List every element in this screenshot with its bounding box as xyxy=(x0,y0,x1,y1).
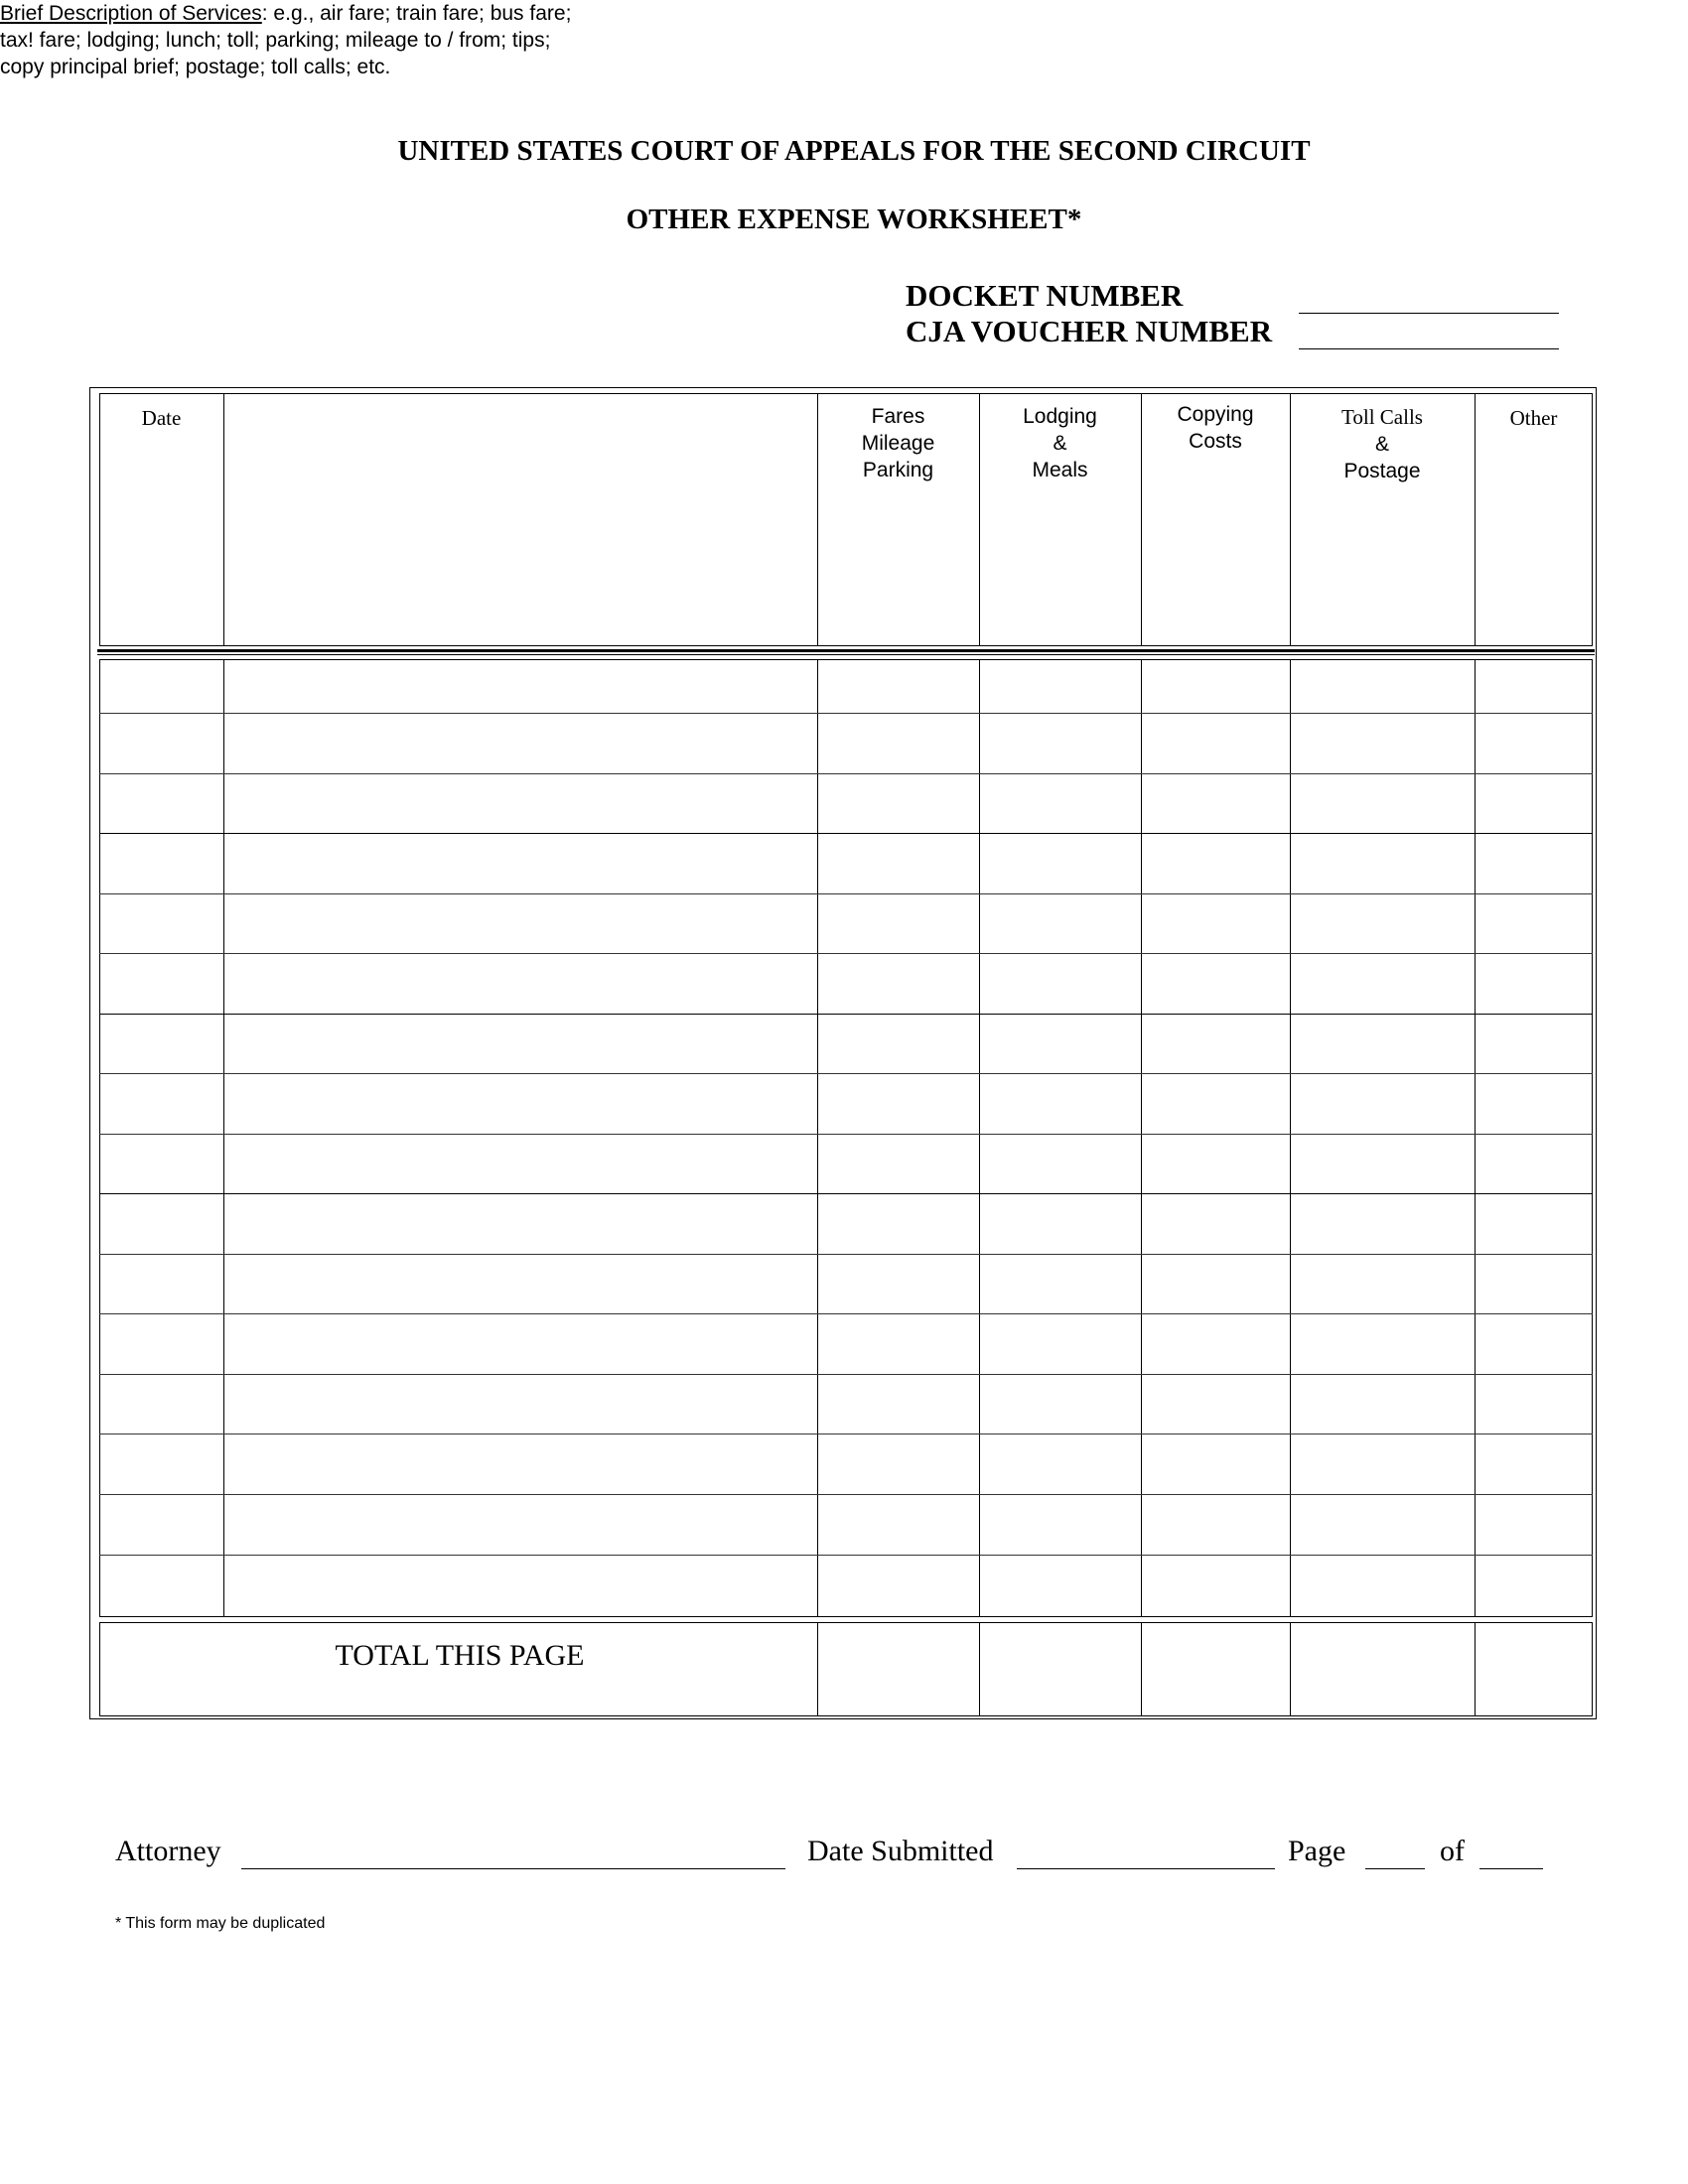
column-header-fares xyxy=(817,403,979,483)
column-divider xyxy=(223,393,224,646)
table-row[interactable] xyxy=(99,1134,1593,1135)
of-label: of xyxy=(1440,1835,1465,1867)
column-divider xyxy=(1141,659,1142,1617)
mileage-line: Mileage xyxy=(861,432,935,455)
ampersand-line: & xyxy=(1053,432,1067,455)
page-number-field[interactable] xyxy=(1365,1868,1425,1869)
description-heading: Brief Description of Services xyxy=(0,2,262,25)
column-header-description xyxy=(0,0,576,80)
column-header-date: Date xyxy=(141,406,182,430)
attorney-field[interactable] xyxy=(241,1868,785,1869)
expense-rows xyxy=(99,659,1593,1617)
column-divider xyxy=(1475,659,1476,1617)
attorney-label: Attorney xyxy=(115,1835,221,1867)
meals-line: Meals xyxy=(1032,459,1088,481)
header-separator xyxy=(97,649,1595,652)
table-row[interactable] xyxy=(99,953,1593,954)
docket-number-label: DOCKET NUMBER xyxy=(906,278,1184,313)
form-title: OTHER EXPENSE WORKSHEET* xyxy=(626,204,1082,235)
column-divider xyxy=(979,1622,980,1716)
table-row[interactable] xyxy=(99,1193,1593,1194)
column-divider xyxy=(1290,1622,1291,1716)
column-divider xyxy=(1141,1622,1142,1716)
table-row[interactable] xyxy=(99,1014,1593,1015)
table-row[interactable] xyxy=(99,1494,1593,1495)
postage-line: Postage xyxy=(1343,460,1421,482)
date-submitted-label: Date Submitted xyxy=(807,1835,994,1867)
costs-line: Costs xyxy=(1189,430,1242,453)
column-header-toll xyxy=(1290,404,1475,484)
copying-line: Copying xyxy=(1177,403,1254,426)
date-submitted-field[interactable] xyxy=(1017,1868,1275,1869)
docket-number-field[interactable] xyxy=(1299,313,1559,314)
fares-line: Fares xyxy=(871,405,925,428)
column-divider xyxy=(1290,659,1291,1617)
table-row[interactable] xyxy=(99,773,1593,774)
table-row[interactable] xyxy=(99,713,1593,714)
header-separator xyxy=(97,654,1595,655)
table-row[interactable] xyxy=(99,1433,1593,1434)
court-title: UNITED STATES COURT OF APPEALS FOR THE SECOND CIRCUIT xyxy=(397,135,1311,167)
table-row[interactable] xyxy=(99,1254,1593,1255)
description-examples: : e.g., air fare; train fare; bus fare; tax! fare; lodging; lunch; toll; parking; mileage to / from; tips; copy principal brief; postage; toll calls; etc. xyxy=(0,2,572,78)
column-header-copying xyxy=(1141,401,1290,455)
column-header-other: Other xyxy=(1509,406,1558,430)
toll-calls-line: Toll Calls xyxy=(1341,405,1423,429)
table-row[interactable] xyxy=(99,1313,1593,1314)
lodging-line: Lodging xyxy=(1023,405,1097,428)
column-divider xyxy=(817,659,818,1617)
table-row[interactable] xyxy=(99,833,1593,834)
total-this-page-label: TOTAL THIS PAGE xyxy=(335,1639,585,1672)
ampersand-line: & xyxy=(1374,433,1389,456)
voucher-number-label: CJA VOUCHER NUMBER xyxy=(906,314,1273,348)
column-header-lodging xyxy=(979,403,1141,483)
table-row[interactable] xyxy=(99,1555,1593,1556)
column-divider xyxy=(223,659,224,1617)
parking-line: Parking xyxy=(862,459,934,481)
table-row[interactable] xyxy=(99,1374,1593,1375)
column-divider xyxy=(979,659,980,1617)
table-row[interactable] xyxy=(99,893,1593,894)
column-divider xyxy=(1475,1622,1476,1716)
table-row[interactable] xyxy=(99,1073,1593,1074)
page-total-field[interactable] xyxy=(1479,1868,1543,1869)
page-label: Page xyxy=(1288,1835,1346,1867)
footnote: * This form may be duplicated xyxy=(115,1915,326,1932)
voucher-number-field[interactable] xyxy=(1299,348,1559,349)
